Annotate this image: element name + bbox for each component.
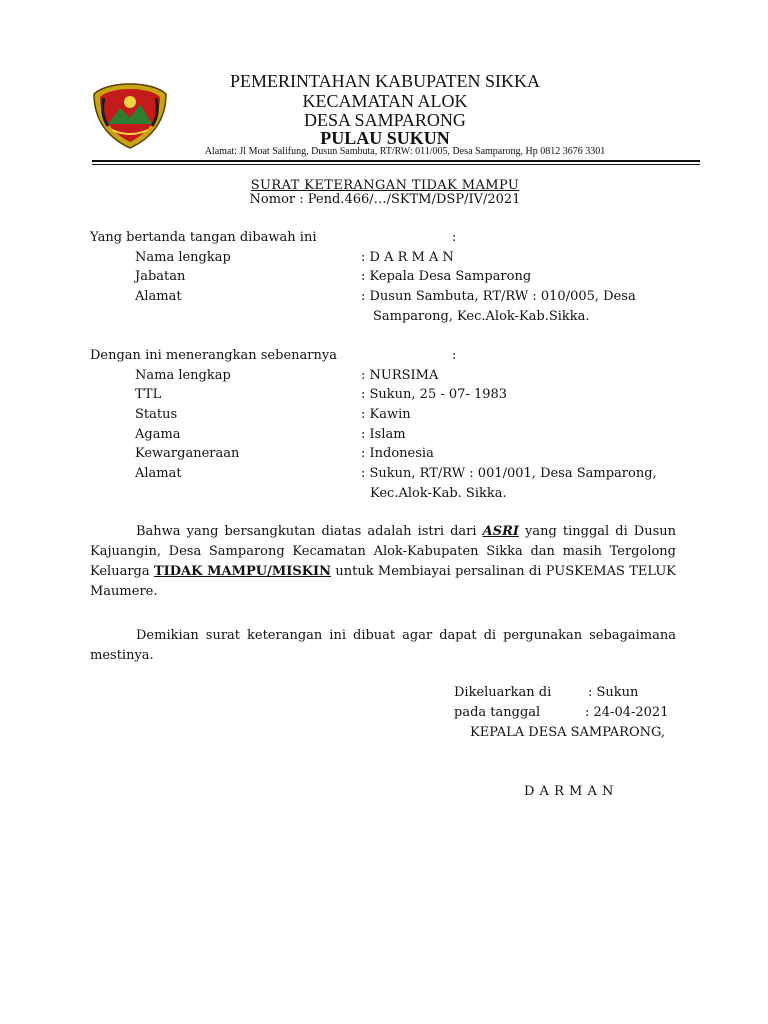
statement-text-b: yang tinggal di Dusun Kajuangin, Desa Samparong Kecamatan Alok-Kabupaten Sikka dan masih Tergolong Keluarga	[90, 524, 677, 579]
signer-intro: Yang bertanda tangan dibawah ini	[90, 230, 317, 245]
subject-religion-label: Agama	[135, 427, 181, 442]
subject-status-value: : Kawin	[361, 407, 411, 422]
letterhead-line-1: PEMERINTAHAN KABUPATEN SIKKA	[230, 71, 540, 91]
signer-name-value: : D A R M A N	[361, 250, 454, 265]
subject-name-value: : NURSIMA	[361, 368, 439, 383]
subject-name-label: Nama lengkap	[135, 368, 231, 383]
letterhead-rule-thick	[92, 160, 700, 162]
signer-address-value: : Dusun Sambuta, RT/RW : 010/005, Desa	[361, 289, 636, 304]
subject-status-label: Status	[135, 407, 178, 422]
subject-intro-colon: :	[452, 348, 457, 363]
regency-emblem-logo	[90, 80, 170, 150]
husband-name: ASRI	[482, 524, 519, 539]
signer-position-label: Jabatan	[135, 269, 186, 284]
issued-place-value: : Sukun	[588, 685, 639, 700]
issued-place-label: Dikeluarkan di	[454, 685, 552, 700]
letterhead-line-3: DESA SAMPARONG	[304, 110, 466, 130]
subject-address-continued: Kec.Alok-Kab. Sikka.	[370, 486, 507, 501]
letter-number: Nomor : Pend.466/…/SKTM/DSP/IV/2021	[249, 192, 521, 207]
letterhead-line-4: PULAU SUKUN	[320, 128, 450, 148]
signer-intro-colon: :	[452, 230, 457, 245]
subject-intro: Dengan ini menerangkan sebenarnya	[90, 348, 337, 363]
subject-citizenship-label: Kewarganeraan	[135, 446, 240, 461]
signer-position-title: KEPALA DESA SAMPARONG,	[470, 725, 666, 740]
statement-text-c: untuk Membiayai persalinan di PUSKEMAS TELUK Maumere.	[90, 564, 677, 599]
signer-name: D A R M A N	[524, 784, 614, 799]
closing-text: Demikian surat keterangan ini dibuat agar dapat di pergunakan sebagaimana mestinya.	[90, 628, 676, 663]
statement-paragraph	[90, 522, 676, 602]
signer-address-label: Alamat	[135, 289, 182, 304]
issued-date-label: pada tanggal	[454, 705, 541, 720]
signer-address-continued: Samparong, Kec.Alok-Kab.Sikka.	[373, 309, 590, 324]
signer-position-value: : Kepala Desa Samparong	[361, 269, 532, 284]
subject-birth-label: TTL	[135, 387, 162, 402]
subject-address-value: : Sukun, RT/RW : 001/001, Desa Samparong,	[361, 466, 657, 481]
signer-name-label: Nama lengkap	[135, 250, 231, 265]
economic-status: TIDAK MAMPU/MISKIN	[153, 564, 331, 579]
letterhead-address: Alamat: Jl Moat Salifung, Dusun Sambuta, RT/RW: 011/005, Desa Samparong, Hp 0812 3676 3301	[204, 146, 606, 157]
subject-religion-value: : Islam	[361, 427, 406, 442]
subject-birth-value: : Sukun, 25 - 07- 1983	[361, 387, 508, 402]
subject-address-label: Alamat	[135, 466, 182, 481]
letterhead-line-2: KECAMATAN ALOK	[302, 91, 468, 111]
issued-date-value: : 24-04-2021	[585, 705, 669, 720]
subject-citizenship-value: : Indonesia	[361, 446, 434, 461]
closing-paragraph	[90, 626, 676, 666]
letter-title: SURAT KETERANGAN TIDAK MAMPU	[250, 178, 520, 193]
statement-text-a: Bahwa yang bersangkutan diatas adalah istri dari	[136, 524, 477, 539]
letterhead-rule-thin	[92, 164, 700, 165]
